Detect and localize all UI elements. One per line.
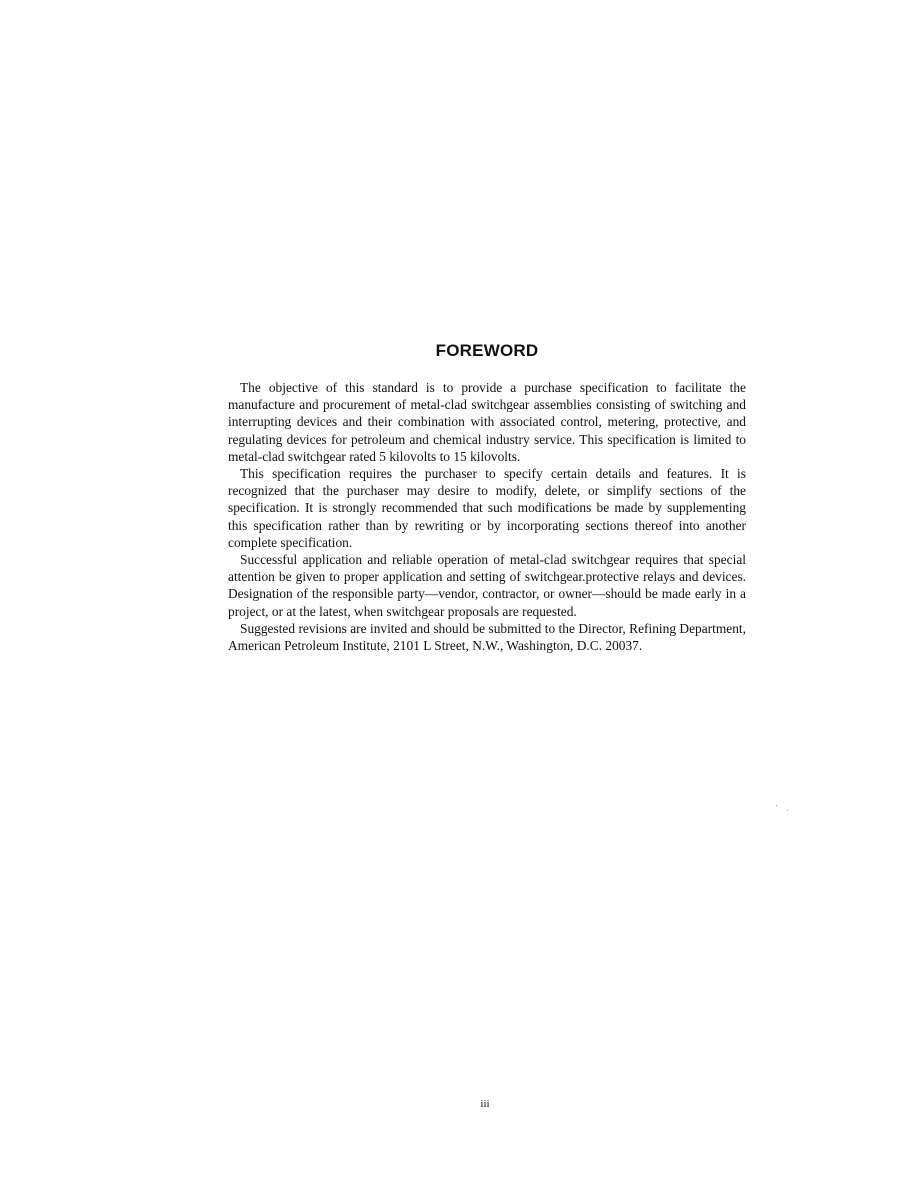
paragraph-objective: The objective of this standard is to provide a purchase specification to facilitate the manufacture and procurement of metal-clad switchgear assemblies consisting of switching and interrupting devices and their combination with associated control, metering, protective, and regulating devices for petroleum and chemical industry service. This specification is limited to metal-clad switchgear rated 5 kilovolts to 15 kilovolts. bbox=[228, 380, 746, 464]
paragraph-revisions: Suggested revisions are invited and should be submitted to the Director, Refining Department, American Petroleum Institute, 2101 L Street, N.W., Washington, D.C. 20037. bbox=[228, 620, 746, 654]
foreword-body bbox=[228, 379, 746, 654]
paragraph-application: Successful application and reliable operation of metal-clad switchgear requires that special attention be given to proper application and setting of switchgear.protective relays and devices. Designation of the responsible party—vendor, contractor, or owner—should be made early in a project, or at the latest, when switchgear proposals are requested. bbox=[228, 552, 746, 619]
scan-speck bbox=[776, 805, 777, 806]
foreword-heading: FOREWORD bbox=[435, 341, 539, 360]
page-number: iii bbox=[480, 1098, 490, 1110]
paragraph-purchaser-details: This specification requires the purchaser to specify certain details and features. It is recognized that the purchaser may desire to modify, delete, or simplify sections of the specification. It is strongly recommended that such modifications be made by supplementing this specification rather than by rewriting or by incorporating sections thereof into another complete specification. bbox=[228, 466, 746, 550]
scan-speck bbox=[787, 810, 788, 811]
